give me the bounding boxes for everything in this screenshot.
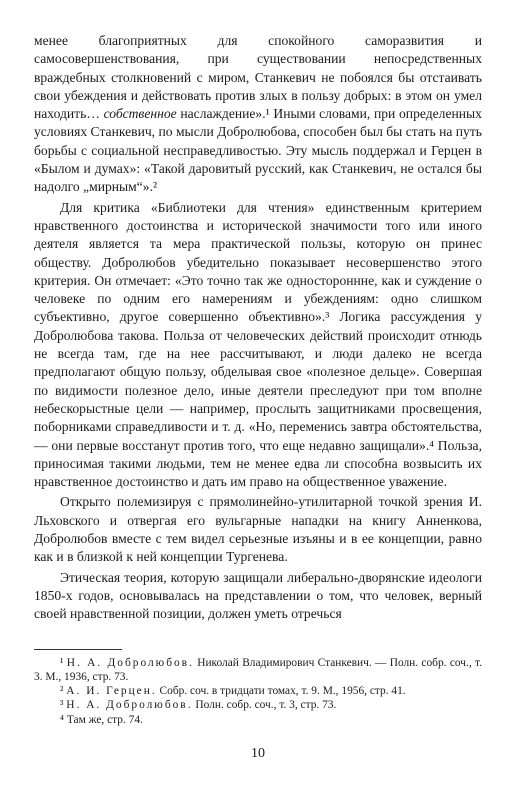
footnote-author: Н. А. Добролюбов. <box>66 656 194 669</box>
page-number: 10 <box>251 746 265 761</box>
footnote-mark: ¹ <box>60 656 64 669</box>
footnote-author: А. И. Герцен. <box>66 685 157 698</box>
footnote-author: Н. А. Добролюбов. <box>66 699 193 712</box>
footnote-text: Полн. собр. соч., т. 3, стр. 73. <box>195 699 337 712</box>
paragraph-3: Открыто полемизируя с прямолинейно-утилитарной точкой зрения И. Льховского и отвергая его вульгарные нападки на книгу Анненкова, Добролюбов вместе с тем видел серьезные изъяны и в ее концепции, равно как и в близкой к ней концепции Тургенева. <box>34 494 482 565</box>
footnotes <box>34 656 482 727</box>
footnote-text: Собр. соч. в тридцати томах, т. 9. М., 1956, стр. 41. <box>159 685 406 698</box>
footnote-1 <box>34 656 482 685</box>
footnote-4 <box>34 713 482 727</box>
footnote-text: Там же, стр. 74. <box>66 713 143 726</box>
paragraph-4: Этическая теория, которую защищали либерально-дворянские идеологи 1850-х годов, основывалась на представлении о том, что человек, верный своей нравственной позиции, должен уметь отречься <box>34 569 482 622</box>
footnote-text: Николай Владимирович Станкевич. — Полн. собр. соч., т. 3. М., 1936, стр. 73. <box>34 656 482 683</box>
main-text <box>34 32 482 624</box>
paragraph-1: менее благоприятных для спокойного саморазвития и самосовершенствования, при существовании непосредственных враждебных столкновений с миром, Станкевич не побоялся бы отстаивать свои убеждения и действовать против злых в пользу добрых: в этом он умел находить… собственное наслаждение».¹ Иными словами, при определенных условиях Станкевич, по мысли Добролюбова, способен был бы стать на путь борьбы с социальной несправедливостью. Эту мысль поддержал и Герцен в «Былом и думах»: «Такой даровитый русский, как Станкевич, не остался бы надолго „мирным“».² <box>34 33 482 195</box>
paragraph-2: Для критика «Библиотеки для чтения» единственным критерием нравственного достоинства и исторической значимости того или иного деятеля является та мера практической пользы, которую он принес обществу. Добролюбов убедительно показывает несовершенство этого критерия. Он отмечает: «Это точно так же одностороннне, как и суждение о человеке по одним его намерениям и убеждениям: одно слишком субъективно, другое совершенно объективно».³ Логика рассуждения у Добролюбова такова. Польза от человеческих действий происходит отнюдь не всегда там, где на нее рассчитывают, и люди далеко не всегда предполагают общую пользу, обделывая свое «полезное дельце». Совершая по видимости полезное дело, иные деятели преследуют при том вполне небескорыстные цели — например, прослыть защитниками просвещения, поборниками справедливости и т. д. «Но, переменись завтра обстоятельства, — они первые восстанут против того, что еще недавно защищали».⁴ Польза, приносимая такими людьми, тем не менее едва ли способна возвысить их нравственное достоинство и дать им право на общественное уважение. <box>34 199 482 490</box>
page-content <box>34 32 482 727</box>
emphasis-text: собственное <box>103 106 177 122</box>
footnote-mark: ⁴ <box>60 713 64 726</box>
footnote-mark: ² <box>60 685 64 698</box>
footnote-mark: ³ <box>60 699 64 712</box>
footnote-2 <box>34 684 482 698</box>
footnote-divider <box>34 649 122 650</box>
footnote-3 <box>34 698 482 712</box>
